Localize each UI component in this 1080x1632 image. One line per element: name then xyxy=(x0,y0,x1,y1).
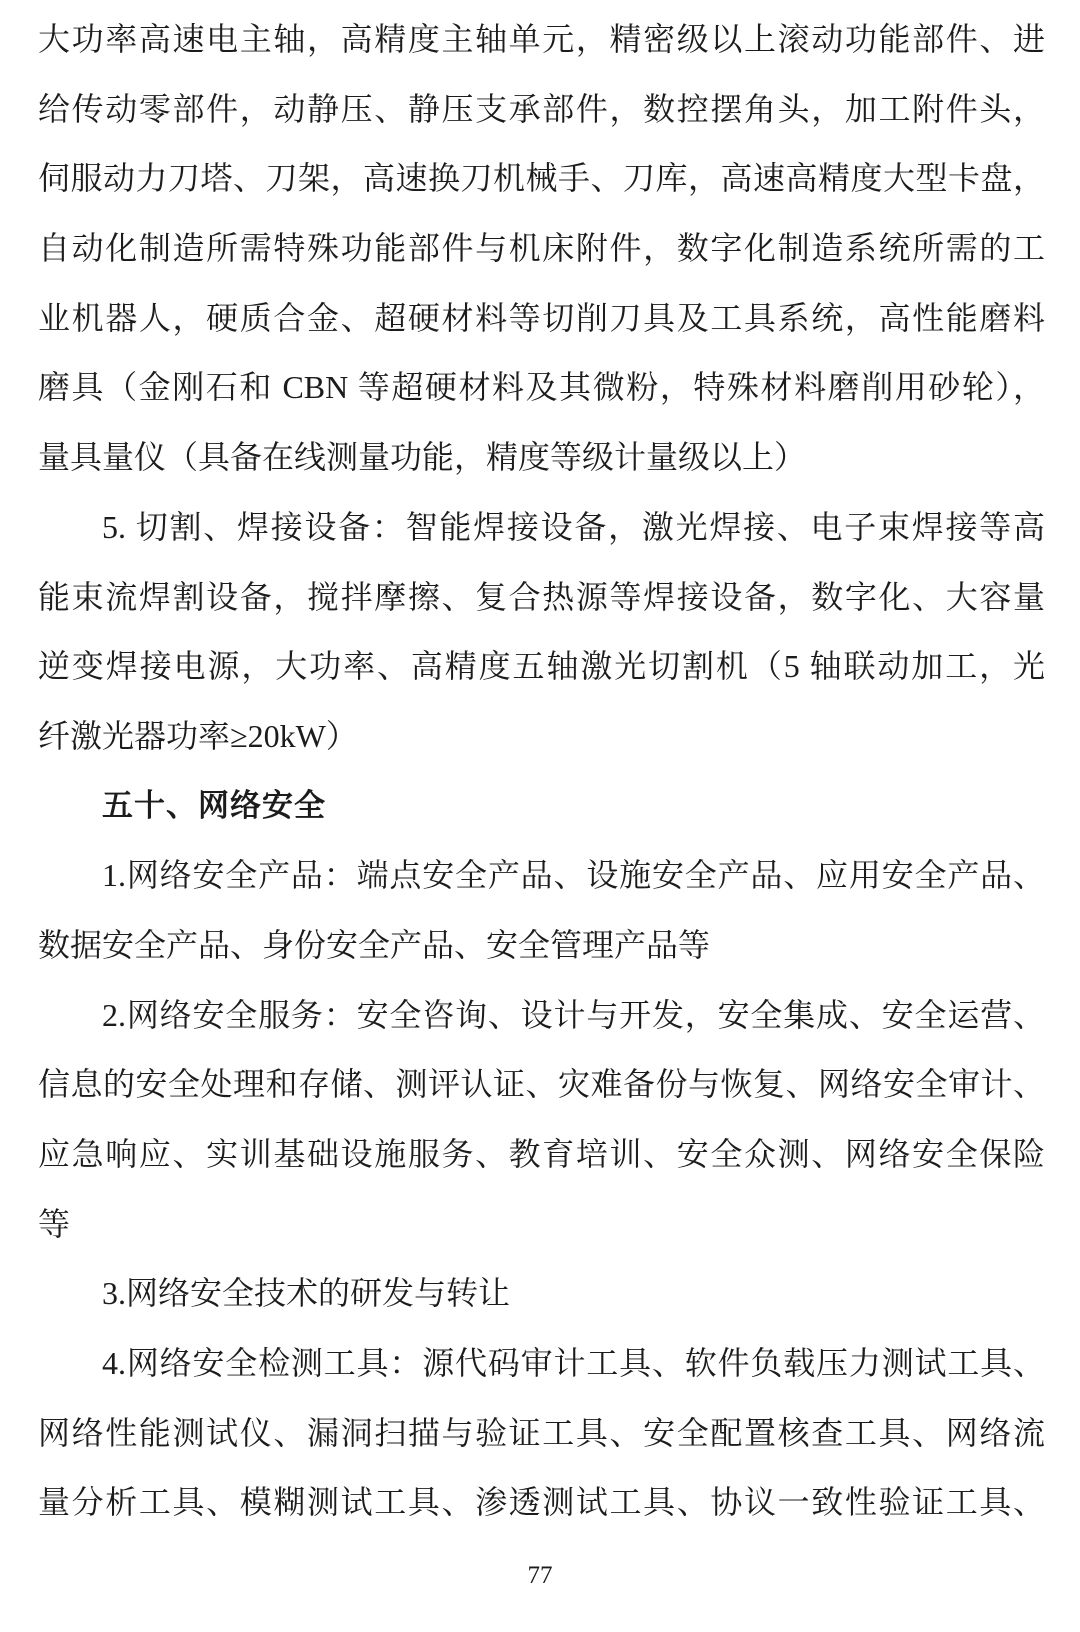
paragraph-line: 磨具（金刚石和 CBN 等超硬材料及其微粉，特殊材料磨削用砂轮）， xyxy=(38,369,1045,406)
paragraph-line: 量具量仪（具备在线测量功能，精度等级计量级以上） xyxy=(38,439,807,476)
paragraph-line: 信息的安全处理和存储、测评认证、灾难备份与恢复、网络安全审计、 xyxy=(38,1066,1045,1103)
paragraph-line: 2.网络安全服务：安全咨询、设计与开发，安全集成、安全运营、 xyxy=(102,996,1045,1033)
paragraph-line: 能束流焊割设备，搅拌摩擦、复合热源等焊接设备，数字化、大容量 xyxy=(38,578,1045,615)
paragraph-line: 给传动零部件，动静压、静压支承部件，数控摆角头，加工附件头， xyxy=(38,90,1045,127)
paragraph-line: 自动化制造所需特殊功能部件与机床附件，数字化制造系统所需的工 xyxy=(38,230,1045,267)
paragraph-line: 大功率高速电主轴，高精度主轴单元，精密级以上滚动功能部件、进 xyxy=(38,21,1045,57)
paragraph-line: 数据安全产品、身份安全产品、安全管理产品等 xyxy=(38,926,711,963)
paragraph-line: 量分析工具、模糊测试工具、渗透测试工具、协议一致性验证工具、 xyxy=(38,1484,1045,1521)
paragraph-line: 应急响应、实训基础设施服务、教育培训、安全众测、网络安全保险 xyxy=(38,1136,1045,1172)
paragraph-item-1 xyxy=(38,841,1045,980)
paragraph-line: 1.网络安全产品：端点安全产品、设施安全产品、应用安全产品、 xyxy=(102,857,1045,894)
paragraph-line: 网络性能测试仪、漏洞扫描与验证工具、安全配置核查工具、网络流 xyxy=(38,1414,1045,1451)
paragraph-item-5 xyxy=(38,493,1045,772)
paragraph-line: 纤激光器功率≥20kW） xyxy=(38,717,358,754)
paragraph-item-2 xyxy=(38,981,1045,1260)
document-body xyxy=(38,5,1045,1538)
paragraph-line: 伺服动力刀塔、刀架，高速换刀机械手、刀库，高速高精度大型卡盘， xyxy=(38,160,1045,197)
paragraph-item-4 xyxy=(38,1329,1045,1538)
paragraph-line: 3.网络安全技术的研发与转让 xyxy=(102,1275,511,1312)
paragraph-line: 5. 切割、焊接设备：智能焊接设备，激光焊接、电子束焊接等高 xyxy=(102,508,1045,545)
paragraph-continued xyxy=(38,5,1045,493)
section-heading: 五十、网络安全 xyxy=(102,787,326,824)
paragraph-line: 4.网络安全检测工具：源代码审计工具、软件负载压力测试工具、 xyxy=(102,1345,1045,1382)
paragraph-line: 业机器人，硬质合金、超硬材料等切削刀具及工具系统，高性能磨料 xyxy=(38,299,1045,336)
page-number: 77 xyxy=(527,1562,553,1589)
paragraph-item-3 xyxy=(38,1259,1045,1329)
paragraph-line: 逆变焊接电源，大功率、高精度五轴激光切割机（5 轴联动加工，光 xyxy=(38,648,1045,685)
paragraph-line: 等 xyxy=(38,1205,71,1242)
